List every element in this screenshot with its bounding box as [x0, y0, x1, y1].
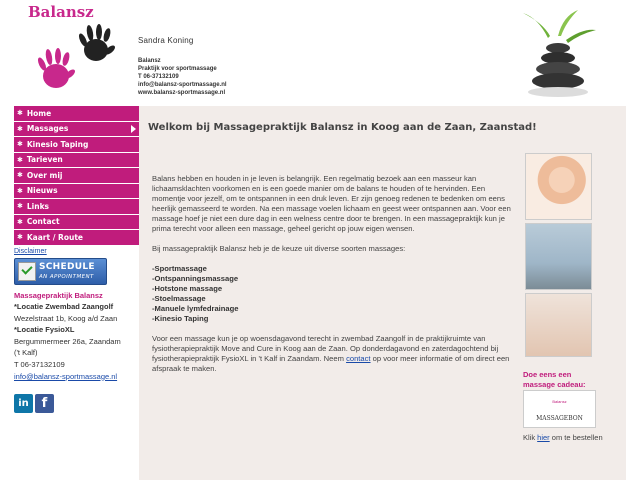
- checkmark-icon: [18, 262, 36, 281]
- star-icon: ✱: [17, 217, 23, 226]
- menu-item-label: Kaart / Route: [26, 232, 83, 242]
- voucher-label: MASSAGEBON: [536, 415, 583, 422]
- main-content: [139, 106, 626, 480]
- menu-item-label: Kinesio Taping: [26, 139, 89, 149]
- menu-item-label: Contact: [26, 217, 60, 227]
- order-text: om te bestellen: [549, 433, 603, 442]
- logo-text[interactable]: Balansz: [28, 3, 94, 21]
- header-phone: T 06-37132109: [138, 74, 179, 80]
- gift-promo-title: [523, 370, 586, 390]
- main-menu: [14, 106, 139, 246]
- star-icon: ✱: [17, 140, 23, 149]
- menu-item-kinesio-taping[interactable]: [14, 137, 139, 153]
- stones-bamboo-image: [518, 8, 598, 98]
- header-email: info@balansz-sportmassage.nl: [138, 82, 227, 88]
- list-item: -Kinesio Taping: [152, 314, 209, 323]
- menu-item-contact[interactable]: [14, 215, 139, 231]
- menu-item-links[interactable]: [14, 199, 139, 215]
- menu-item-nieuws[interactable]: [14, 184, 139, 200]
- list-item: -Manuele lymfedrainage: [152, 304, 239, 313]
- intro-paragraph: Balans hebben en houden in je leven is belangrijk. Een regelmatig bezoek aan een masseur kan lichaamsklachten voorkomen en is een goede manier om de balans te houden of te hervinden. Een momentje voor jezelf, om te ontspannen in een druk leven. Er zijn genoeg redenen te bedenken om eens heerlijk gemasseerd te worden. Na een massage voelen lichaam en geest weer ontspannen aan. Voor een massage hoef je niet een dure dag in een welness centre door te brengen. In een massagepraktijk kun je prima terecht voor alleen een massage, geheel gericht op jouw eigen wensen.: [152, 174, 511, 233]
- info-title: Massagepraktijk Balansz: [14, 290, 103, 300]
- menu-item-kaart-route[interactable]: [14, 230, 139, 246]
- linkedin-icon[interactable]: in: [14, 394, 33, 413]
- menu-item-label: Nieuws: [26, 186, 58, 196]
- location1-title: *Locatie Zwembad Zaangolf: [14, 302, 114, 312]
- menu-item-label: Over mij: [26, 170, 63, 180]
- order-text: Klik: [523, 433, 538, 442]
- star-icon: ✱: [17, 186, 23, 195]
- promo-line: massage cadeau:: [523, 380, 586, 389]
- menu-item-home[interactable]: [14, 106, 139, 122]
- list-item: -Ontspanningsmassage: [152, 274, 239, 283]
- massage-list: [152, 264, 517, 324]
- order-here-link[interactable]: hier: [537, 433, 550, 442]
- star-icon: ✱: [17, 155, 23, 164]
- location2-area: ('t Kalf): [14, 348, 38, 358]
- submenu-arrow-icon: [131, 125, 136, 133]
- location2-address: Bergummermeer 26a, Zaandam: [14, 336, 121, 346]
- contact-name: Sandra Koning: [138, 36, 194, 45]
- contact-link[interactable]: contact: [346, 354, 371, 363]
- contact-block: [138, 36, 227, 97]
- star-icon: ✱: [17, 171, 23, 180]
- schedule-appointment-button[interactable]: [14, 258, 107, 285]
- choice-paragraph: Bij massagepraktijk Balansz heb je de keuze uit diverse soorten massages:: [152, 244, 406, 253]
- menu-item-massages[interactable]: [14, 122, 139, 138]
- business-name: Balansz: [138, 58, 161, 64]
- paragraph-text: Voor een massage kun je op woensdagavond terecht in zwembad Zaangolf in de praktijkruimte van fysiotherapiepraktijk Move and Cure in Koog aan de Zaan. Op donderdagavond en zaterdagochtend bij fysiotherapiepraktijk FysioXL in 't Kalf in Zaandam. Neem: [152, 334, 499, 363]
- header-website: www.balansz-sportmassage.nl: [138, 90, 226, 96]
- massage-photo-hotstone: [525, 293, 592, 357]
- massage-photo-back: [525, 153, 592, 220]
- star-icon: ✱: [17, 109, 23, 118]
- tagline: Praktijk voor sportmassage: [138, 66, 217, 72]
- star-icon: ✱: [17, 124, 23, 133]
- schedule-subtitle: AN APPOINTMENT: [39, 273, 94, 280]
- social-links: [14, 394, 139, 413]
- menu-item-over-mij[interactable]: [14, 168, 139, 184]
- promo-line: Doe eens een: [523, 370, 572, 379]
- sidebar-info: [14, 290, 139, 383]
- header: [14, 0, 626, 104]
- location1-address: Wezelstraat 1b, Koog a/d Zaan: [14, 313, 118, 323]
- gift-voucher-image[interactable]: [523, 390, 596, 428]
- sidebar-phone: T 06-37132109: [14, 360, 65, 370]
- list-item: -Stoelmassage: [152, 294, 206, 303]
- order-line: [523, 433, 603, 442]
- disclaimer-link[interactable]: Disclaimer: [14, 247, 47, 255]
- menu-item-label: Tarieven: [26, 155, 63, 165]
- list-item: -Sportmassage: [152, 264, 207, 273]
- sidebar-email-link[interactable]: info@balansz-sportmassage.nl: [14, 371, 118, 381]
- page-title: Welkom bij Massagepraktijk Balansz in Koog aan de Zaan, Zaanstad!: [148, 122, 537, 133]
- body-text: [152, 174, 517, 384]
- star-icon: ✱: [17, 233, 23, 242]
- paragraph-text: op voor meer informatie of om direct een afspraak te maken.: [152, 354, 510, 373]
- sidebar: [14, 106, 139, 480]
- hand-prints-logo-icon: [26, 24, 126, 96]
- menu-item-label: Home: [26, 108, 52, 118]
- location2-title: *Locatie FysioXL: [14, 325, 75, 335]
- menu-item-label: Links: [26, 201, 50, 211]
- facebook-icon[interactable]: f: [35, 394, 54, 413]
- menu-item-label: Massages: [26, 124, 69, 134]
- location-paragraph: [152, 334, 517, 374]
- voucher-brand: Balansz: [552, 399, 567, 404]
- list-item: -Hotstone massage: [152, 284, 223, 293]
- menu-item-tarieven[interactable]: [14, 153, 139, 169]
- schedule-title: SCHEDULE: [39, 261, 95, 272]
- star-icon: ✱: [17, 202, 23, 211]
- massage-photo-chair: [525, 223, 592, 290]
